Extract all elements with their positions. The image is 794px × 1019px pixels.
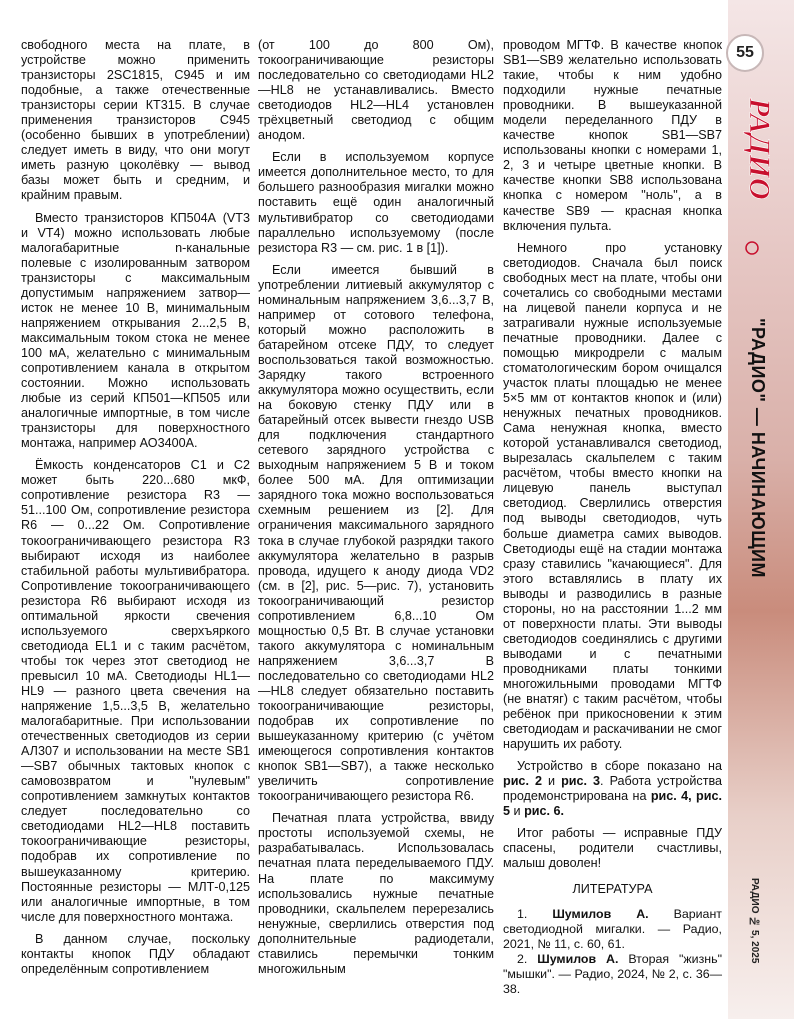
- reference-number: 1.: [517, 906, 528, 921]
- reference-text: Вариант светодиодной мигалки. — Радио, 2021, № 11, с. 60, 61.: [503, 906, 722, 951]
- page-number: 55: [726, 34, 764, 72]
- assembly-and: и: [548, 774, 556, 789]
- assembly-paragraph: [503, 759, 722, 819]
- paragraph: Если имеется бывший в употреблении литиевый аккумулятор с номинальным напряжением 3,6...3,7 В, например от сотового телефона, который можно расположить в батарейном отсеке ПДУ, то следует воспользоваться такой возможностью. Зарядку такого встроенного аккумулятора можно осуществить, если на боковую стенку ПДУ или в батарейный отсек вывести гнездо USB для подключения стандартного сетевого зарядного устройства с выходным напряжением 5 В и током более 500 мА. Для оптимизации зарядного тока можно воспользоваться схемным решением из [2]. Для ограничения максимального зарядного тока в случае глубокой разрядки такого аккумулятора желательно в разрыв провода, идущего к аноду диода VD2 (см. в [2], рис. 5—рис. 7), установить токоограничивающий резистор сопротивлением 6,8...10 Ом мощностью 0,5 Вт. В случае установки такого аккумулятора с номинальным напряжением 3,6...3,7 В последовательно со светодиодами HL2—HL8 следует обязательно поставить токоограничивающие резисторы, подобрав их сопротивление по вышеуказанному критерию (с учётом имеющегося сопротивления контактов кнопок SB1—SB7), а также несколько увеличить сопротивление токоограничивающего резистора R6.: [258, 262, 494, 804]
- logo-text: РАДИО: [743, 98, 776, 200]
- column-2: [258, 38, 494, 977]
- paragraph-conclusion: Итог работы — исправные ПДУ спасены, родители счастливы, малыш доволен!: [503, 826, 722, 871]
- paragraph: Ёмкость конденсаторов С1 и С2 может быть 220...680 мкФ, сопротивление резистора R3 — 51...100 Ом, сопротивление резистора R6 — 0...22 Ом. Сопротивление токоограничивающего резистора R3 выбирают исходя из наиболее стабильной работы мультивибратора. Сопротивление токоограничивающего резистора R6 выбирают исходя из оптимальной яркости свечения используемого сверхъяркого светодиода EL1 и с таким расчётом, чтобы ток через этот светодиод не превысил 10 мА. Светодиоды HL1—HL9 — разного цвета свечения на напряжение 1,5...3,5 В, желательно малогабаритные. При использовании отечественных светодиодов из серии АЛ307 и использовании на месте SB1—SB7 обычных тактовых кнопок с самовозвратом и "нулевым" сопротивлением замкнутых контактов следует последовательно со светодиодами HL2—HL8 поставить токоограничивающие резисторы, подобрав их сопротивление по вышеуказанному критерию. Постоянные резисторы — МЛТ-0,125 или аналогичные импортные, в том числе для поверхностного монтажа.: [21, 458, 250, 924]
- assembly-and-2: и: [513, 804, 521, 819]
- reference-item: [503, 907, 722, 952]
- figure-ref-4: рис. 4: [650, 789, 689, 804]
- reference-author: Шумилов А.: [537, 951, 619, 966]
- radio-logo: [730, 88, 776, 258]
- reference-author: Шумилов А.: [552, 906, 649, 921]
- reference-text: Вторая "жизнь" "мышки". — Радио, 2024, № 2, с. 36—38.: [503, 951, 722, 996]
- column-1: [21, 38, 250, 977]
- figure-ref-3: рис. 3: [561, 774, 601, 789]
- column-3: [503, 38, 722, 997]
- assembly-comma: ,: [688, 789, 692, 804]
- paragraph: В данном случае, поскольку контакты кнопок ПДУ обладают определённым сопротивлением: [21, 931, 250, 976]
- paragraph: Вместо транзисторов КП504А (VT3 и VT4) можно использовать любые малогабаритные n-канальные полевые с изолированным затвором транзисторы с максимальным допустимым напряжением затвор—исток не менее 10 В, минимальным напряжением открывания 2...2,5 В, максимальным током стока не менее 100 мА, желательно с минимальным сопротивлением канала в открытом состоянии. Можно использовать любые из серий КП501—КП505 или аналогичные импортные, в том числе транзисторы для поверхностного монтажа, например АО3400А.: [21, 210, 250, 451]
- paragraph: (от 100 до 800 Ом), токоограничивающие резисторы последовательно со светодиодами HL2—HL8 не устанавливались. Вместо светодиодов HL2—HL4 установлен трёхцветный светодиод с общим анодом.: [258, 38, 494, 143]
- figure-ref-2: рис. 2: [503, 774, 542, 789]
- assembly-text: Устройство в сборе показано на: [517, 759, 722, 774]
- issue-label: РАДИО № 5, 2025: [749, 878, 760, 964]
- paragraph: Немного про установку светодиодов. Сначала был поиск свободных мест на плате, чтобы они сочетались со свободными местами на лицевой панели корпуса и не затрагивали нужные используемые печатные проводники. Далее с помощью микродрели с малым стоматологическим бором очищался участок платы площадью не менее 5×5 мм от контактов кнопок и (или) ненужных печатных проводников. Сама ненужная кнопка, вместо которой устанавливался светодиод, вырезалась скальпелем с таким расчётом, чтобы вместо кнопки на лицевую панель выступал светодиод. Сверлились отверстия под выводы светодиодов, чуть больше диаметра самих выводов. Светодиоды ещё на стадии монтажа сразу ставились "качающиеся". Для этого вставлялись в плату их выводы и разводились в разные стороны, но на расстоянии 1...2 мм от поверхности платы. Эти выводы светодиодов соединялись с другими выводами и с печатными проводниками платы тонкими многожильными проводами МГТФ (не внатяг) с таким расчётом, чтобы ребёнок при прикосновении к этим светодиодам и раскачивании не смог нарушить их работу.: [503, 240, 722, 752]
- references-title: ЛИТЕРАТУРА: [572, 881, 653, 896]
- assembly-middle: . Работа устройства продемонстрирована на: [503, 774, 723, 804]
- figure-ref-6: рис. 6: [524, 804, 561, 819]
- figure-ref-5: рис. 5: [503, 789, 722, 819]
- paragraph: Если в используемом корпусе имеется дополнительное место, то для большего разнообразия мигалки можно поставить ещё один аналогичный мультивибратор со светодиодами параллельно используемому (после резистора R3 — см. рис. 1 в [1]).: [258, 150, 494, 255]
- reference-item: [503, 952, 722, 997]
- reference-number: 2.: [517, 951, 528, 966]
- paragraph: проводом МГТФ. В качестве кнопок SB1—SB9 желательно использовать такие, чтобы к ним удобно подходили нужные печатные проводники. В вышеуказанной модели переделанного ПДУ в качестве кнопок SB1—SB7 использованы кнопки с номерами 1, 2, 3 и четыре цветные кнопки. В качестве кнопки SB8 использована кнопка с номером "ноль", а в качестве SB9 — красная кнопка включения пульта.: [503, 38, 722, 233]
- assembly-end: .: [560, 804, 565, 819]
- paragraph: свободного места на плате, в устройстве можно применить транзисторы 2SC1815, C945 и им подобные, а также отечественные транзисторы серии КТ315. В случае применения транзисторов C945 (особенно бывших в употреблении) следует иметь в виду, что они могут иметь разную цоколёвку — вывод базы может быть и средним, и крайним правым.: [21, 38, 250, 203]
- section-title: "РАДИО" — НАЧИНАЮЩИМ: [748, 318, 768, 578]
- paragraph: Печатная плата устройства, ввиду простоты используемой схемы, не разрабатывалась. Использовалась печатная плата переделываемого ПДУ. На плате по максимуму использовались нужные печатные проводники, скальпелем перерезались ненужные, сверлились отверстия под дополнительные радиодетали, ставились перемычки тонким многожильным: [258, 811, 494, 976]
